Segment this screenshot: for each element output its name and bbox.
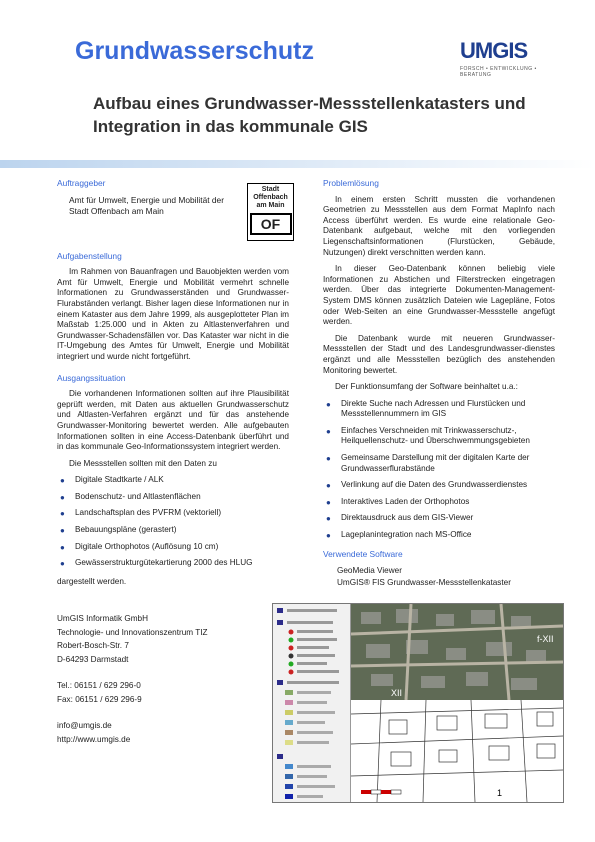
- ausgangssituation-intro: Die Messstellen sollten mit den Daten zu: [69, 458, 217, 468]
- heading-auftraggeber: Auftraggeber: [57, 178, 106, 188]
- problemloesung-p2: In dieser Geo-Datenbank können beliebig viele Informationen zu Abstichen und Filterstrecken eingetragen werden. Über das integrierte Dokumenten-Management-System DMS können zusätzlich Dateien wie Lagepläne, Fotos oder Web-Seiten an eine Grundwasser-Messstelle angefügt werden.: [323, 264, 555, 327]
- problemloesung-p3: Die Datenbank wurde mit neueren Grundwasser-Messstellen der Stadt und des Landesgrundwasser-dienstes ergänzt und alle Messstellen bezüglich des anstehenden Monitoring bewertet.: [323, 333, 555, 375]
- company-fax: Fax: 06151 / 629 296-9: [57, 694, 142, 704]
- heading-aufgabenstellung: Aufgabenstellung: [57, 250, 122, 261]
- heading-problemloesung: Problemlösung: [323, 178, 379, 188]
- problemloesung-p4: Der Funktionsumfang der Software beinhaltet u.a.:: [335, 382, 518, 392]
- offenbach-logo-of: OF: [250, 213, 292, 235]
- list-item: ● Interaktives Laden der Orthophotos: [326, 496, 470, 507]
- company-tel: Tel.: 06151 / 629 296-0: [57, 681, 141, 690]
- bullet-icon: ●: [60, 526, 65, 536]
- list-item: ● Digitale Stadtkarte / ALK: [60, 475, 164, 486]
- bullet-icon: ●: [60, 559, 65, 569]
- layer-legend-graphic: [273, 604, 350, 802]
- page-subtitle: Aufbau eines Grundwasser-Messstellenkatasters und Integration in das kommunale GIS: [93, 94, 526, 136]
- ausgangssituation-text: Die vorhandenen Informationen sollten auf ihre Plausibilität geprüft werden, mit Daten aus aktuellen Grundwasserschutz und Altlasten-Verfahren ergänzt und für das anstehende Grundwasser-Monitoring bewertet werden. Alle aufgebauten Informationen sollten in eine Access-Datenbank überführt und in das kommunale Geo-Informationssystem integriert werden.: [57, 389, 289, 452]
- bullet-icon: ●: [60, 476, 65, 486]
- bullet-icon: ●: [326, 531, 331, 541]
- bullet-icon: ●: [326, 481, 331, 491]
- list-item: ● Verlinkung auf die Daten des Grundwasserdienstes: [326, 480, 528, 491]
- bullet-icon: ●: [326, 454, 331, 464]
- logo-tagline: FORSCH • ENTWICKLUNG • BERATUNG: [460, 66, 537, 78]
- map-view[interactable]: [351, 604, 563, 802]
- offenbach-logo: [247, 183, 294, 241]
- list-item: ● Einfaches Verschneiden mit Trinkwasserschutz-, Heilquellenschutz- und Überschwemmungsgebieten: [326, 425, 530, 446]
- list-item: ● Direkte Suche nach Adressen und Flurstücken und Messstellennummern im GIS: [326, 398, 526, 419]
- list-item: ● Bodenschutz- und Altlastenflächen: [60, 491, 201, 502]
- list-item: ● Landschaftsplan des PVFRM (vektoriell): [60, 508, 222, 519]
- orthophoto-map: [351, 604, 563, 802]
- list-item: ● Gewässerstrukturgütekartierung 2000 des HLUG: [60, 558, 253, 569]
- feature-list: [323, 399, 555, 541]
- page-title: Grundwasserschutz: [75, 37, 314, 65]
- bullet-icon: ●: [326, 497, 331, 507]
- bullet-icon: ●: [326, 399, 331, 409]
- bullet-icon: ●: [326, 426, 331, 436]
- heading-software: Verwendete Software: [323, 548, 403, 559]
- software-line-1: GeoMedia Viewer: [337, 566, 402, 576]
- offenbach-logo-text: Stadt Offenbach am Main: [253, 185, 288, 209]
- list-item: ● Lageplanintegration nach MS-Office: [326, 530, 472, 541]
- list-item: ● Digitale Orthophotos (Auflösung 10 cm): [60, 541, 219, 552]
- list-item: ● Bebauungspläne (gerastert): [60, 525, 177, 536]
- bullet-icon: ●: [326, 514, 331, 524]
- company-name: UmGIS Informatik GmbH: [57, 614, 148, 623]
- software-line-2: UmGIS® FIS Grundwasser-Messstellenkataster: [337, 577, 511, 587]
- bullet-icon: ●: [60, 542, 65, 552]
- header: [0, 0, 595, 160]
- auftraggeber-block: [57, 185, 289, 251]
- list-item: ● Direktausdruck aus dem GIS-Viewer: [326, 513, 474, 524]
- contact-block: [57, 612, 287, 746]
- bullet-icon: ●: [60, 492, 65, 502]
- bullet-icon: ●: [60, 509, 65, 519]
- company-city: D-64293 Darmstadt: [57, 654, 129, 664]
- map-label: XII: [391, 688, 403, 698]
- map-label: f-XII: [537, 634, 554, 644]
- data-list: [57, 475, 289, 569]
- problemloesung-p1: In einem ersten Schritt mussten die vorhandenen Geometrien zu Messstellen aus dem Format MapInfo nach Access überführt werden. Es wurde eine relationale Geo-Datenbank aufgebaut, welche mit den vorliegenden Liegenschaftsinformationen (Flurstücken, Gebäude, Nutzungen) direkt verschnitten werden kann.: [323, 194, 555, 257]
- list-item: ● Gemeinsame Darstellung mit der digitalen Karte der Grundwasserflurabstände: [326, 453, 530, 473]
- company-website[interactable]: http://www.umgis.de: [57, 734, 131, 744]
- gis-viewer-screenshot: [272, 603, 564, 803]
- auftraggeber-text: Amt für Umwelt, Energie und Mobilität der Stadt Offenbach am Main: [69, 194, 224, 216]
- map-label: 1: [497, 788, 503, 798]
- header-divider: [0, 160, 595, 168]
- company-street: Robert-Bosch-Str. 7: [57, 641, 129, 650]
- aufgabenstellung-text: Im Rahmen von Bauanfragen und Bauobjekten werden vom Amt für Umwelt, Energie und Mobilität vermehrt schnelle Informationen zu Grundwasserständen und Grundwasser-Flurabständen verlangt. Bisher lagen diese Informationen nur in einem Kataster aus dem Jahre 1999, als ausgeplotteter Plan im Maßstab 1:25.000 und in Akten zu Altlastenverfahren und Grundwasser-Schadensfällen vor. Das Kataster war nicht in die IT-Umgebung des Amtes für Umwelt, Energie und Mobilität integriert und wurde nicht fortgeführt.: [57, 267, 289, 361]
- company-email[interactable]: info@umgis.de: [57, 721, 112, 730]
- heading-ausgangssituation: Ausgangssituation: [57, 372, 126, 383]
- umgis-logo: [460, 38, 555, 78]
- left-column: [57, 178, 289, 593]
- company-center: Technologie- und Innovationszentrum TIZ: [57, 627, 208, 637]
- ausgangssituation-outro: dargestellt werden.: [57, 576, 127, 586]
- logo-text: UMGIS: [460, 38, 528, 63]
- right-column: [323, 178, 555, 588]
- layer-legend: [273, 604, 351, 802]
